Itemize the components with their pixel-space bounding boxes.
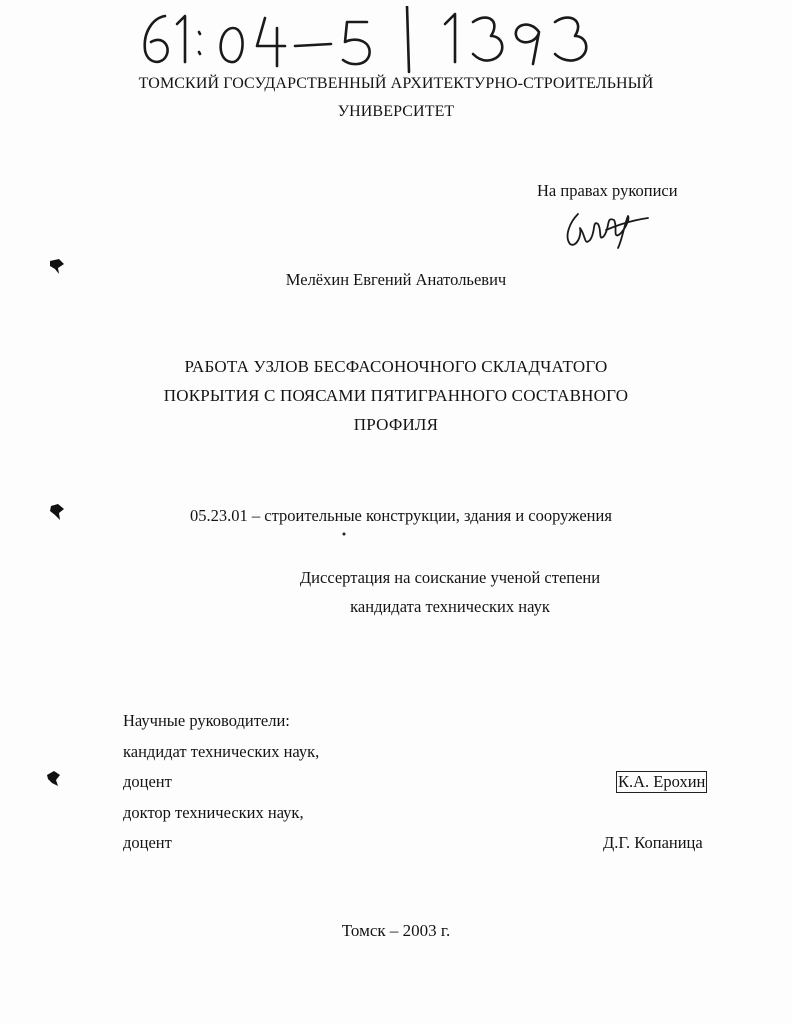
university-name <box>0 70 792 126</box>
advisors-heading: Научные руководители: <box>123 711 290 730</box>
advisor-2-name: Д.Г. Копаница <box>603 833 703 852</box>
title-line-1: РАБОТА УЗЛОВ БЕСФАСОНОЧНОГО СКЛАДЧАТОГО <box>184 357 608 376</box>
dissertation-degree <box>290 563 610 621</box>
degree-line-2: кандидата технических наук <box>350 597 550 616</box>
scan-mark-icon <box>49 503 65 521</box>
advisor-2-degree: доктор технических наук, <box>123 803 304 822</box>
title-line-2: ПОКРЫТИЯ С ПОЯСАМИ ПЯТИГРАННОГО СОСТАВНОГО <box>163 386 629 405</box>
advisor-1-name: К.А. Ерохин <box>618 772 706 791</box>
title-line-3: ПРОФИЛЯ <box>353 415 439 434</box>
city-and-year: Томск – 2003 г. <box>341 921 451 940</box>
specialty-code: 05.23.01 – строительные конструкции, здания и сооружения <box>190 506 612 525</box>
dissertation-title <box>0 352 792 439</box>
scan-mark-icon <box>46 770 62 788</box>
university-line-1: ТОМСКИЙ ГОСУДАРСТВЕННЫЙ АРХИТЕКТУРНО-СТРОИТЕЛЬНЫЙ <box>138 75 654 92</box>
scan-mark-icon <box>49 257 65 275</box>
advisor-2-title: доцент <box>123 833 172 852</box>
degree-line-1: Диссертация на соискание ученой степени <box>299 568 601 587</box>
manuscript-rights-note: На правах рукописи <box>537 181 678 200</box>
handwritten-archive-code <box>135 6 595 74</box>
signature-image <box>560 206 650 252</box>
advisor-1-title: доцент <box>123 772 172 791</box>
stray-dot <box>342 532 346 536</box>
advisor-1-degree: кандидат технических наук, <box>123 742 320 761</box>
author-name: Мелёхин Евгений Анатольевич <box>285 270 507 289</box>
university-line-2: УНИВЕРСИТЕТ <box>337 103 455 120</box>
